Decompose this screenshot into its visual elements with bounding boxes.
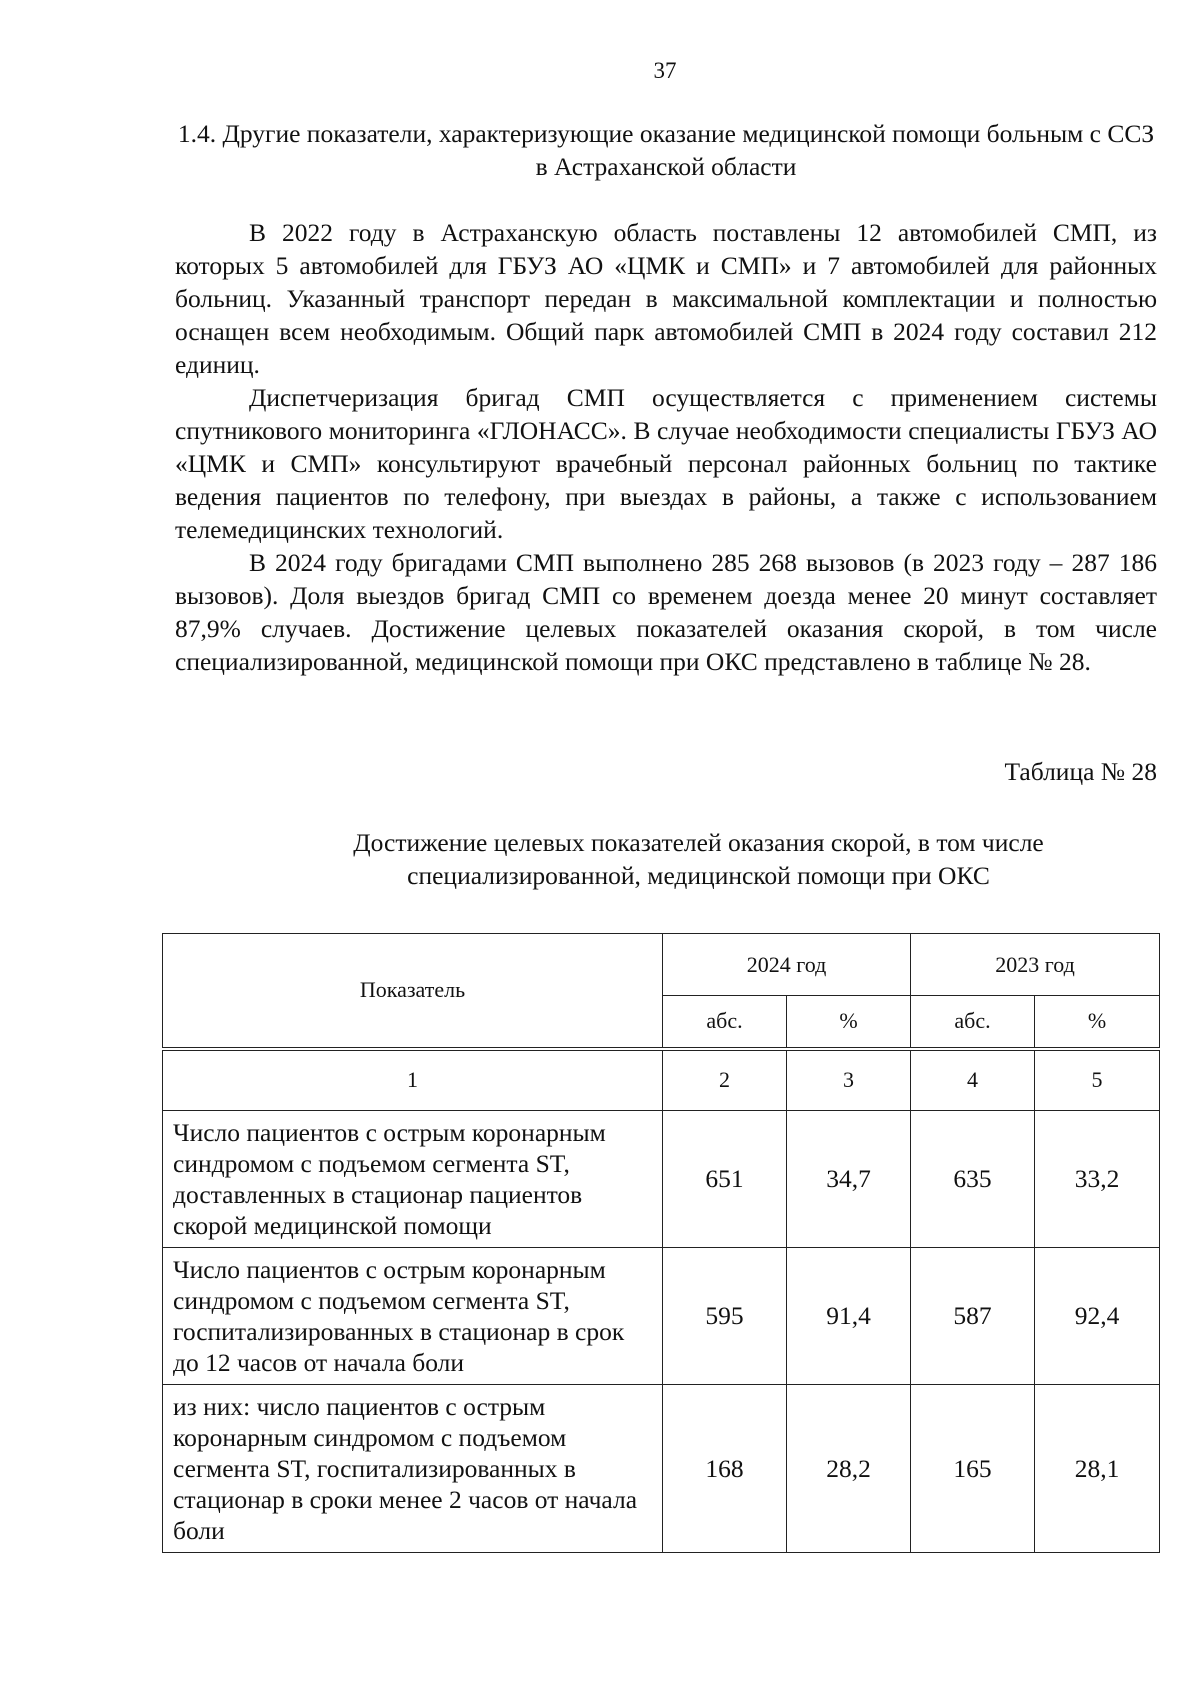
header-abs-2023: абс.: [911, 996, 1035, 1049]
table-header-row-years: [163, 934, 1160, 996]
header-abs-2024: абс.: [663, 996, 787, 1049]
section-heading: 1.4. Другие показатели, характеризующие оказание медицинской помощи больным с ССЗ в Астраханской области: [177, 119, 1155, 181]
header-pct-2024: %: [787, 996, 911, 1049]
cell-pct-2024: 34,7: [787, 1111, 911, 1248]
table-row: [163, 1248, 1160, 1385]
paragraph-calls: В 2024 году бригадами СМП выполнено 285 268 вызовов (в 2023 году – 287 186 вызовов). Доля выездов бригад СМП со временем доезда менее 20 минут составляет 87,9% случаев. Достижение целевых показателей оказания скорой, в том числе специализированной, медицинской помощи при ОКС представлено в таблице № 28.: [175, 548, 1157, 676]
cell-abs-2023: 165: [911, 1385, 1035, 1553]
column-number-2: 2: [663, 1049, 787, 1111]
paragraph-dispatch: Диспетчеризация бригад СМП осуществляется с применением системы спутникового мониторинга «ГЛОНАСС». В случае необходимости специалисты ГБУЗ АО «ЦМК и СМП» консультируют врачебный персонал районных больниц по тактике ведения пациентов по телефону, при выездах в районы, а также с использованием телемедицинских технологий.: [175, 383, 1157, 544]
header-year-2024: 2024 год: [663, 934, 911, 996]
table-title: Достижение целевых показателей оказания скорой, в том числе специализированной, медицинской помощи при ОКС: [353, 828, 1044, 890]
table-row: [163, 1385, 1160, 1553]
cell-pct-2024: 28,2: [787, 1385, 911, 1553]
cell-pct-2023: 28,1: [1035, 1385, 1160, 1553]
page-number: 37: [653, 58, 677, 83]
table-caption: Таблица № 28: [1004, 757, 1157, 786]
cell-abs-2024: 595: [663, 1248, 787, 1385]
column-number-4: 4: [911, 1049, 1035, 1111]
cell-abs-2023: 635: [911, 1111, 1035, 1248]
body-text: [175, 216, 1157, 678]
cell-pct-2024: 91,4: [787, 1248, 911, 1385]
header-pct-2023: %: [1035, 996, 1160, 1049]
indicators-table: [162, 933, 1160, 1553]
cell-pct-2023: 33,2: [1035, 1111, 1160, 1248]
paragraph-ambulances: В 2022 году в Астраханскую область поставлены 12 автомобилей СМП, из которых 5 автомобилей для ГБУЗ АО «ЦМК и СМП» и 7 автомобилей для районных больниц. Указанный транспорт передан в максимальной комплектации и полностью оснащен всем необходимым. Общий парк автомобилей СМП в 2024 году составил 212 единиц.: [175, 218, 1157, 379]
row-label: Число пациентов с острым коронарным синдромом с подъемом сегмента ST, доставленных в стационар пациентов скорой медицинской помощи: [163, 1111, 663, 1248]
table-row: [163, 1111, 1160, 1248]
cell-abs-2023: 587: [911, 1248, 1035, 1385]
column-number-5: 5: [1035, 1049, 1160, 1111]
column-number-1: 1: [163, 1049, 663, 1111]
column-number-row: [163, 1049, 1160, 1111]
header-indicator: Показатель: [163, 934, 663, 1049]
cell-abs-2024: 651: [663, 1111, 787, 1248]
cell-abs-2024: 168: [663, 1385, 787, 1553]
row-label: из них: число пациентов с острым коронарным синдромом с подъемом сегмента ST, госпитализированных в стационар в сроки менее 2 часов от начала боли: [163, 1385, 663, 1553]
column-number-3: 3: [787, 1049, 911, 1111]
cell-pct-2023: 92,4: [1035, 1248, 1160, 1385]
row-label: Число пациентов с острым коронарным синдромом с подъемом сегмента ST, госпитализированных в стационар в срок до 12 часов от начала боли: [163, 1248, 663, 1385]
header-year-2023: 2023 год: [911, 934, 1160, 996]
